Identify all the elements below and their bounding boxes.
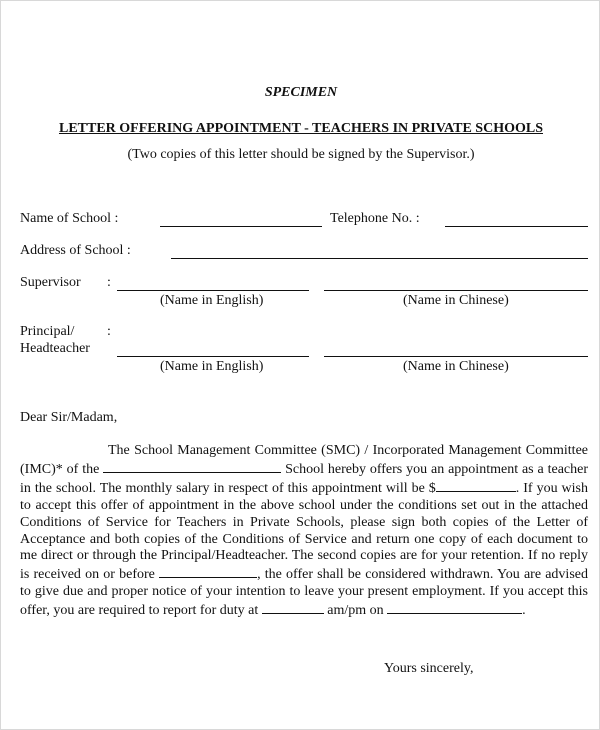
telephone-field[interactable]: [445, 226, 588, 227]
letter-body: [20, 443, 588, 620]
headteacher-label: Headteacher: [20, 341, 90, 356]
supervisor-name-chinese-caption: (Name in Chinese): [403, 293, 509, 308]
supervisor-name-english-field[interactable]: [117, 290, 309, 291]
document-subtitle: (Two copies of this letter should be signed by the Supervisor.): [127, 147, 475, 162]
address-label: Address of School :: [20, 243, 131, 258]
body-text-5: am/pm on: [327, 603, 384, 619]
supervisor-name-chinese-field[interactable]: [324, 290, 588, 291]
reply-date-blank[interactable]: [159, 565, 257, 578]
body-text-3: . If you wish to accept this offer of appointment in the above school under the conditions set out in the attached Conditions of Service for Teachers in Private Schools, please sign both copies of the Letter of Acceptance and both copies of the Conditions of Service and return one copy of each document to me direct or through the Principal/Headteacher. The second copies are for your retention. If no reply is received on or before: [20, 480, 588, 583]
specimen-heading: SPECIMEN: [264, 85, 338, 100]
telephone-label: Telephone No. :: [330, 211, 420, 226]
report-date-blank[interactable]: [387, 601, 522, 614]
body-text-6: .: [522, 603, 526, 619]
body-text-1: The School Management Committee (SMC) / Incorporated Management Committee (IMC)* of the: [20, 443, 588, 477]
salary-blank[interactable]: [436, 479, 516, 492]
principal-name-chinese-caption: (Name in Chinese): [403, 359, 509, 374]
document-title: LETTER OFFERING APPOINTMENT - TEACHERS IN PRIVATE SCHOOLS: [58, 121, 543, 136]
name-of-school-field[interactable]: [160, 226, 322, 227]
supervisor-label: Supervisor: [20, 275, 81, 290]
supervisor-name-english-caption: (Name in English): [160, 293, 264, 308]
principal-colon: :: [107, 324, 111, 339]
salutation: Dear Sir/Madam,: [20, 410, 118, 425]
name-of-school-label: Name of School :: [20, 211, 119, 226]
supervisor-colon: :: [107, 275, 111, 290]
closing: Yours sincerely,: [384, 661, 474, 676]
address-field[interactable]: [171, 258, 588, 259]
principal-name-english-field[interactable]: [117, 356, 309, 357]
principal-label: Principal/: [20, 324, 75, 339]
school-name-blank[interactable]: [103, 460, 281, 473]
principal-name-english-caption: (Name in English): [160, 359, 264, 374]
principal-name-chinese-field[interactable]: [324, 356, 588, 357]
body-text-4: , the offer shall be considered withdrawn. You are advised to give due and proper notice of your intention to leave your present employment. If you accept this offer, you are required to report for duty at: [20, 567, 588, 619]
report-time-blank[interactable]: [262, 601, 324, 614]
body-text-2: School hereby offers you an appointment as a teacher in the school. The monthly salary in respect of this appointment will be $: [20, 461, 589, 496]
